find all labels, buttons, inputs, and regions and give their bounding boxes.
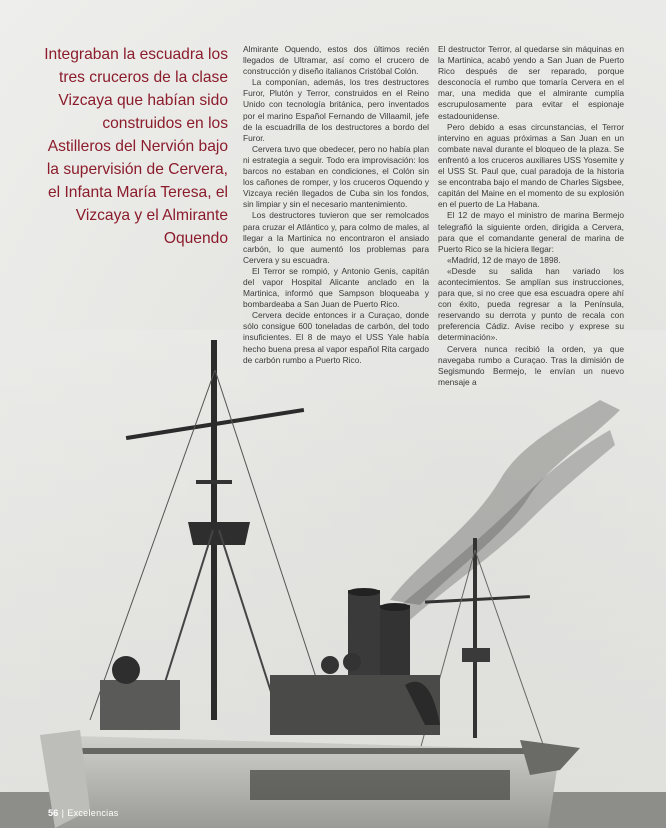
- paragraph: Cervera nunca recibió la orden, ya que navegaba rumbo a Curaçao. Tras la dimisión de Segismundo Bermejo, le envían un nuevo mensaje a: [438, 343, 624, 387]
- paragraph: Pero debido a esas circunstancias, el Terror intervino en aguas próximas a San Juan en un combate naval durante el bloqueo de la plaza. Se enfrentó a los cruceros auxiliares USS Yosemite y el USS St. Paul que, cual paradoja de la historia se encontraba bajo el mando de Charles Sigsbee, capitán del Maine en el momento de su explosión en el puerto de La Habana.: [438, 121, 624, 210]
- cruiser-photo: [0, 330, 666, 828]
- paragraph: Cervera decide entonces ir a Curaçao, donde sólo consigue 600 toneladas de carbón, del todo insuficientes. El 8 de mayo el USS Yale había hecho buena presa al vapor español Rita cargado de carbón rumbo a Puerto Rico.: [243, 310, 429, 365]
- paragraph: La componían, además, los tres destructores Furor, Plutón y Terror, construidos en el Reino Unido con tecnología británica, pero inventados por el marino Español Fernando de Villaamil, jefe de la escuadrilla de los destructores a bordo del Furor.: [243, 77, 429, 143]
- paragraph: «Madrid, 12 de mayo de 1898.: [447, 254, 561, 265]
- paragraph: Cervera tuvo que obedecer, pero no había plan ni estrategia a seguir. Todo era improvisación: los barcos no estaban en condiciones, el Colón sin los cañones de romper, y los cruceros Oquendo y Vizcaya recién llegados de Cuba sin los fondos, sin limpiar y sin el necesario mantenimiento.: [243, 143, 429, 210]
- pull-quote: Integraban la escuadra los tres cruceros de la clase Vizcaya que habían sido construidos en los Astilleros del Nervión bajo la supervisión de Cervera, el Infanta María Teresa, el Vizcaya y el Almirante Oquendo: [44, 46, 228, 247]
- article-column-1: [243, 44, 429, 366]
- paragraph: Los destructores tuvieron que ser remolcados para cruzar el Atlántico y, para colmo de males, al llegar a la Martinica no encontraron el ansiado carbón, lo que aumentó los problemas para Cervera y su escuadra.: [243, 210, 429, 265]
- magazine-name: Excelencias: [67, 808, 119, 818]
- page-footer: [48, 808, 119, 818]
- paragraph: El Terror se rompió, y Antonio Genis, capitán del vapor Hospital Alicante anclado en la Martinica, informó que Sampson bloqueaba y bombardeaba a San Juan de Puerto Rico.: [243, 265, 429, 310]
- paragraph: «Desde su salida han variado los acontecimientos. Se amplían sus instrucciones, para que, si no cree que esa escuadra opere ahí con éxito, pueda regresar a la Península, reservando su derrota y punto de recala con preferencia Cádiz. Avise recibo y exprese su determinación».: [438, 265, 624, 343]
- page-number: 56: [48, 808, 59, 818]
- paragraph: El destructor Terror, al quedarse sin máquinas en la Martinica, acabó yendo a San Juan de Puerto Rico después de ser reparado, porque desconocía el rumbo que tomaría Cervera en el mar, una medida que el almirante cumplía escrupulosamente para evitar el espionaje estadounidense.: [438, 44, 624, 121]
- article-column-2: [438, 44, 624, 388]
- paragraph: Almirante Oquendo, estos dos últimos recién llegados de Ultramar, así como el crucero de construcción y diseño italianos Cristóbal Colón.: [243, 44, 429, 77]
- paragraph: El 12 de mayo el ministro de marina Bermejo telegrafió la siguiente orden, dirigida a Cervera, para que el comandante general de marina de Puerto Rico se la hiciera llegar:: [438, 210, 624, 254]
- footer-separator: |: [61, 808, 65, 818]
